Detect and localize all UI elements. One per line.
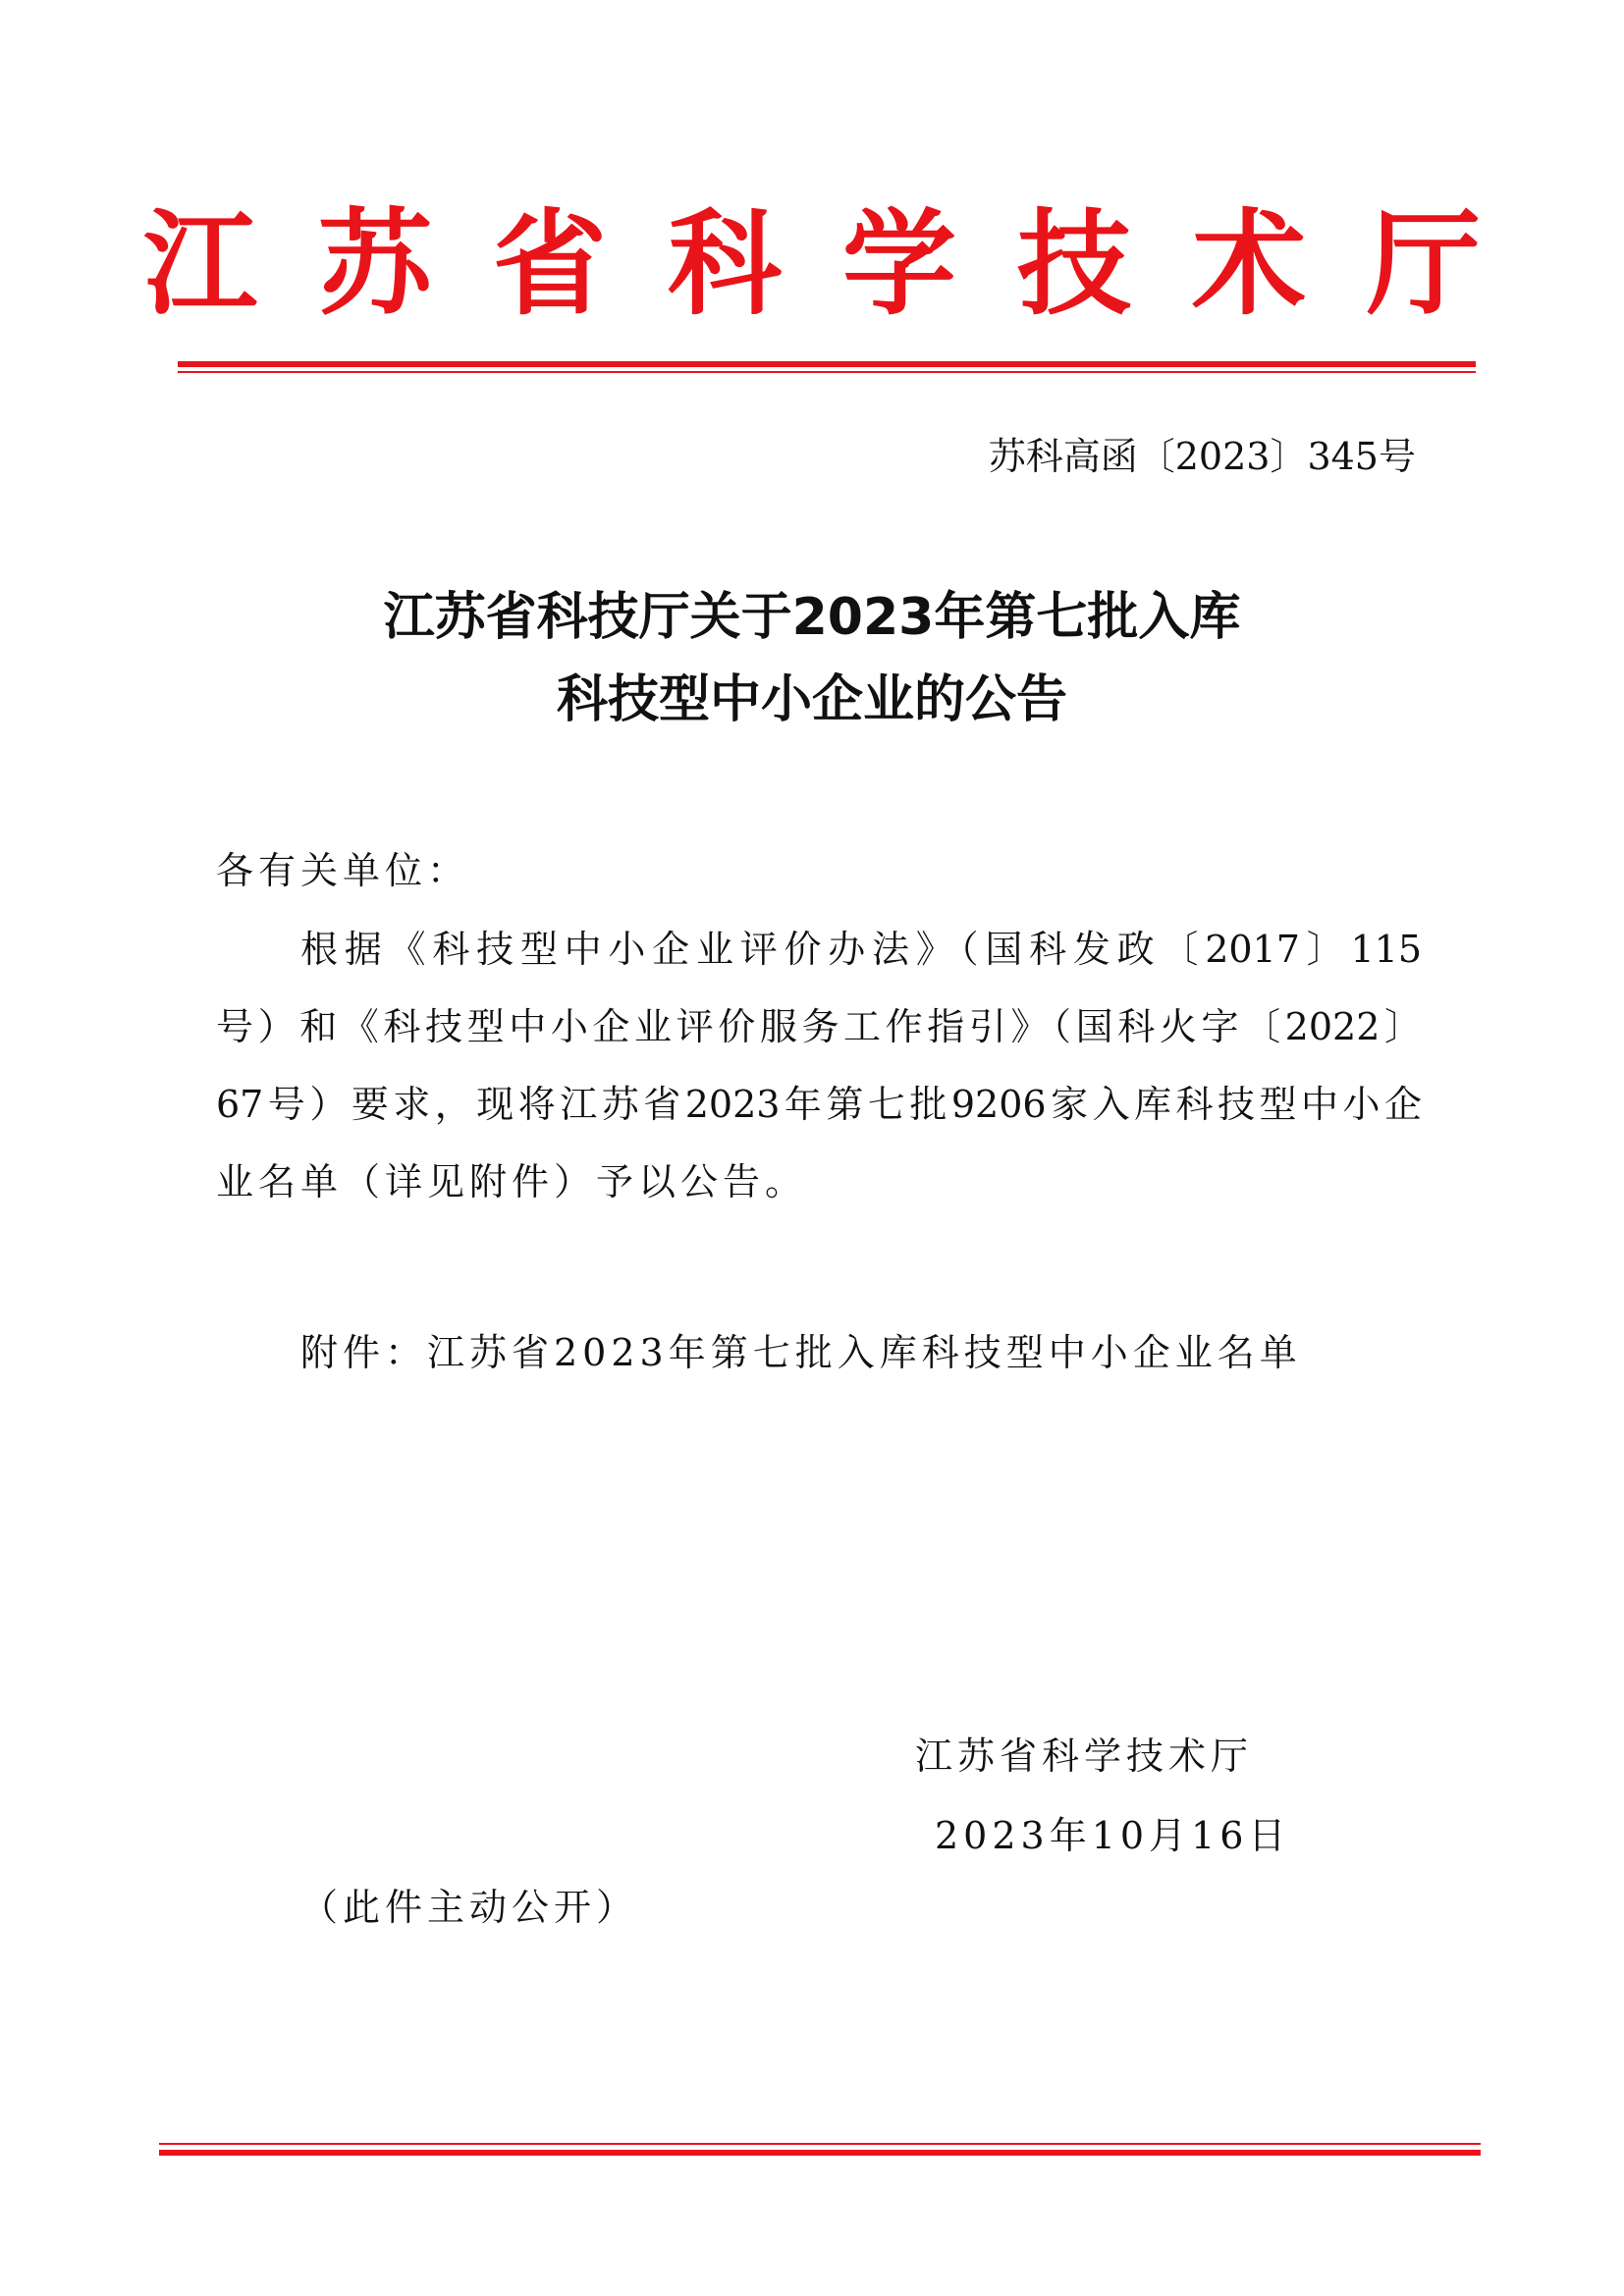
- paragraph-line: 67号）要求，现将江苏省2023年第七批9206家入库科技型中小企: [216, 1083, 1422, 1126]
- letterhead-rule-thin: [178, 371, 1476, 373]
- letterhead-title: 江苏省科学技术厅: [143, 198, 1542, 331]
- issuer-signature: 江苏省科学技术厅: [915, 1735, 1254, 1778]
- paragraph-line: 根据《科技型中小企业评价办法》（国科发政〔2017〕115: [300, 928, 1422, 971]
- footer-rule-thin: [159, 2143, 1481, 2145]
- document-number: 苏科高函〔2023〕345号: [988, 435, 1416, 478]
- attachment-note: 附件：江苏省2023年第七批入库科技型中小企业名单: [300, 1331, 1302, 1374]
- document-title-line-1: 江苏省科技厅关于2023年第七批入库: [383, 588, 1241, 647]
- paragraph-line: 业名单（详见附件）予以公告。: [216, 1160, 808, 1203]
- paragraph-line: 号）和《科技型中小企业评价服务工作指引》（国科火字〔2022〕: [216, 1005, 1422, 1048]
- issue-date: 2023年10月16日: [935, 1814, 1291, 1857]
- footer-rule-thick: [159, 2150, 1481, 2156]
- disclosure-note: （此件主动公开）: [300, 1886, 639, 1929]
- document-title-line-2: 科技型中小企业的公告: [556, 670, 1067, 729]
- salutation: 各有关单位：: [216, 849, 470, 892]
- letterhead-rule-thick: [178, 361, 1476, 367]
